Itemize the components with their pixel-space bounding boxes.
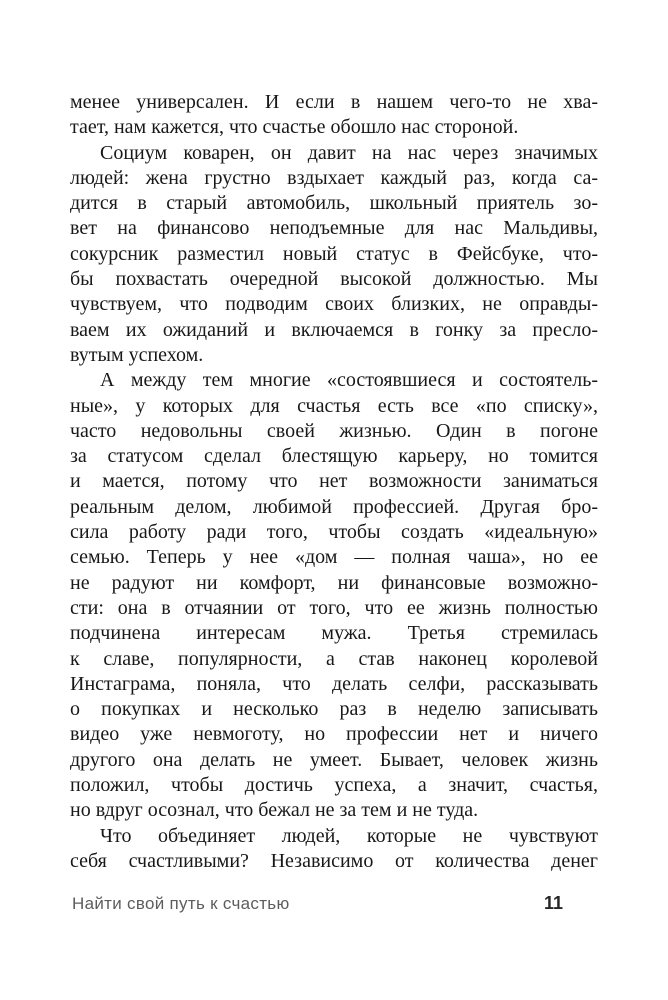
text-line: чувствуем, что подводим своих близких, не оправды-	[70, 293, 598, 316]
text-line: вет на финансово неподъемные для нас Мальдивы,	[70, 217, 598, 240]
text-line: Что объединяет людей, которые не чувствуют	[100, 824, 598, 847]
text-line: Инстаграма, поняла, что делать селфи, рассказывать	[70, 672, 598, 695]
text-line: реальным делом, любимой профессией. Другая бро-	[70, 495, 598, 518]
text-line: сти: она в отчаянии от того, что ее жизнь полностью	[70, 596, 598, 619]
text-line: сила работу ради того, чтобы создать «идеальную»	[70, 521, 598, 544]
text-line: к славе, популярности, а став наконец королевой	[70, 647, 598, 670]
text-line: семью. Теперь у нее «дом — полная чаша», но ее	[70, 546, 598, 569]
text-line: часто недовольны своей жизнью. Один в погоне	[70, 419, 598, 442]
text-line: но вдруг осознал, что бежал не за тем и не туда.	[70, 799, 479, 822]
text-line: вутым успехом.	[70, 343, 204, 366]
text-line: видео уже невмоготу, но профессии нет и ничего	[70, 723, 598, 746]
text-line: о покупках и несколько раз в неделю записывать	[70, 698, 598, 721]
text-line: и мается, потому что нет возможности заниматься	[70, 470, 598, 493]
text-line: менее универсален. И если в нашем чего-то не хва-	[70, 91, 598, 113]
text-line: за статусом сделал блестящую карьеру, но томится	[70, 445, 598, 468]
text-line: другого она делать не умеет. Бывает, человек жизнь	[70, 748, 598, 771]
text-line: тает, нам кажется, что счастье обошло нас стороной.	[70, 116, 519, 139]
text-line: бы похвастать очередной высокой должностью. Мы	[70, 268, 598, 291]
running-title: Найти свой путь к счастью	[72, 894, 290, 913]
body-text	[70, 90, 598, 874]
text-line: ные», у которых для счастья есть все «по списку»,	[70, 394, 598, 417]
text-line: подчинена интересам мужа. Третья стремилась	[70, 622, 598, 645]
text-line: ваем их ожиданий и включаемся в гонку за пресло-	[70, 318, 598, 341]
text-line: не радуют ни комфорт, ни финансовые возможно-	[70, 571, 598, 594]
text-line: себя счастливыми? Независимо от количества денег	[70, 849, 598, 872]
page-number: 11	[543, 893, 563, 913]
text-line: сокурсник разместил новый статус в Фейсбуке, что-	[70, 242, 598, 265]
text-line: А между тем многие «состоявшиеся и состоятель-	[100, 369, 598, 392]
text-line: дится в старый автомобиль, школьный приятель зо-	[70, 192, 598, 215]
text-line: людей: жена грустно вздыхает каждый раз, когда са-	[70, 166, 598, 189]
text-line: Социум коварен, он давит на нас через значимых	[100, 141, 598, 164]
text-line: положил, чтобы достичь успеха, а значит, счастья,	[70, 774, 598, 797]
